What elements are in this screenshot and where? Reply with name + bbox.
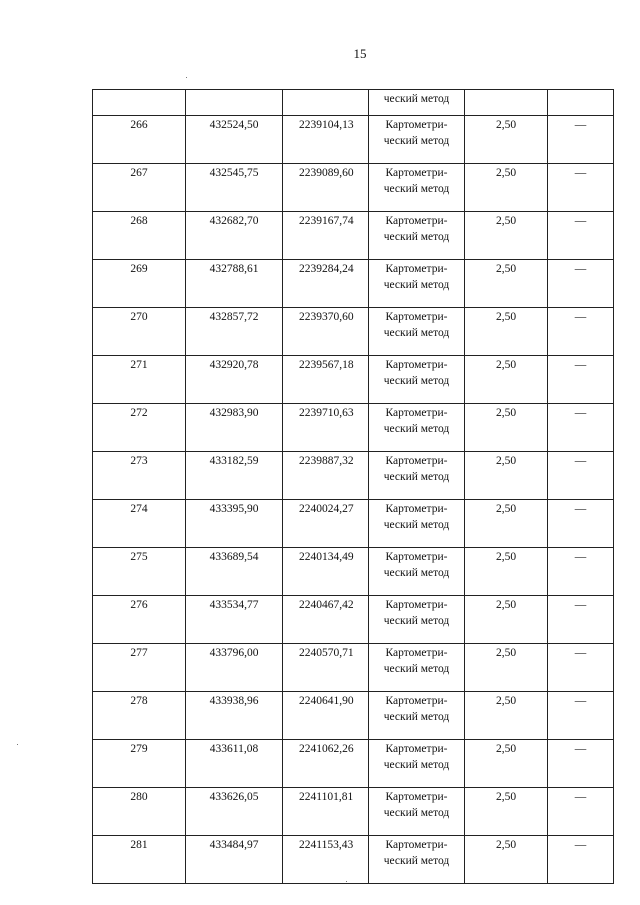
cell-dash: —	[548, 116, 614, 164]
cell-error: 2,50	[465, 500, 548, 548]
cell-dash: —	[548, 500, 614, 548]
cell-dash: —	[548, 164, 614, 212]
cell-dash: —	[548, 404, 614, 452]
method-line-1: Картометри-	[385, 743, 448, 755]
cell-method	[369, 212, 465, 260]
cell-method	[369, 308, 465, 356]
cell-method	[369, 692, 465, 740]
cell-error: 2,50	[465, 308, 548, 356]
table-row	[93, 692, 614, 740]
table-row	[93, 740, 614, 788]
scan-speck	[17, 744, 18, 745]
cell-point-number: 273	[93, 452, 186, 500]
cell-error	[465, 90, 548, 116]
cell-y-coordinate: 2241062,26	[283, 740, 369, 788]
cell-dash: —	[548, 692, 614, 740]
table-row	[93, 212, 614, 260]
table-row	[93, 356, 614, 404]
scan-speck	[346, 881, 347, 882]
method-line-1: Картометри-	[385, 791, 448, 803]
cell-dash: —	[548, 212, 614, 260]
cell-dash	[548, 90, 614, 116]
cell-method	[369, 116, 465, 164]
cell-method	[369, 836, 465, 884]
cell-error: 2,50	[465, 740, 548, 788]
cell-point-number: 266	[93, 116, 186, 164]
cell-error: 2,50	[465, 692, 548, 740]
cell-x-coordinate: 433534,77	[186, 596, 283, 644]
coordinates-table	[92, 89, 614, 884]
cell-y-coordinate: 2240024,27	[283, 500, 369, 548]
cell-point-number: 279	[93, 740, 186, 788]
cell-error: 2,50	[465, 116, 548, 164]
table-row	[93, 116, 614, 164]
method-line-1: Картометри-	[385, 647, 448, 659]
cell-x-coordinate: 432788,61	[186, 260, 283, 308]
method-line-1: Картометри-	[385, 455, 448, 467]
cell-dash: —	[548, 836, 614, 884]
cell-error: 2,50	[465, 596, 548, 644]
cell-error: 2,50	[465, 836, 548, 884]
table-row	[93, 308, 614, 356]
method-line-2: ческий метод	[383, 135, 450, 147]
cell-y-coordinate: 2240570,71	[283, 644, 369, 692]
method-line-1: Картометри-	[385, 215, 448, 227]
method-line-2: ческий метод	[383, 519, 450, 531]
table-body	[93, 90, 614, 884]
method-line-2: ческий метод	[383, 567, 450, 579]
cell-dash: —	[548, 596, 614, 644]
continuation-row	[93, 90, 614, 116]
table-row	[93, 404, 614, 452]
method-line-1: Картометри-	[385, 263, 448, 275]
cell-y-coordinate: 2239370,60	[283, 308, 369, 356]
cell-point-number: 277	[93, 644, 186, 692]
cell-x-coordinate: 433395,90	[186, 500, 283, 548]
cell-x-coordinate: 433484,97	[186, 836, 283, 884]
cell-method	[369, 404, 465, 452]
method-line-2: ческий метод	[383, 423, 450, 435]
method-line-2: ческий метод	[383, 279, 450, 291]
cell-point-number: 278	[93, 692, 186, 740]
method-line-1: Картометри-	[385, 407, 448, 419]
method-line-2: ческий метод	[383, 231, 450, 243]
cell-method	[369, 164, 465, 212]
cell-y-coordinate: 2241153,43	[283, 836, 369, 884]
cell-error: 2,50	[465, 644, 548, 692]
cell-x-coordinate: 433611,08	[186, 740, 283, 788]
cell-y-coordinate: 2241101,81	[283, 788, 369, 836]
cell-method	[369, 740, 465, 788]
cell-y-coordinate: 2240134,49	[283, 548, 369, 596]
cell-dash: —	[548, 740, 614, 788]
method-line-1: Картометри-	[385, 503, 448, 515]
cell-dash: —	[548, 356, 614, 404]
method-line-2: ческий метод	[383, 183, 450, 195]
cell-y-coordinate: 2239167,74	[283, 212, 369, 260]
cell-y-coordinate: 2239104,13	[283, 116, 369, 164]
cell-dash: —	[548, 644, 614, 692]
cell-method	[369, 788, 465, 836]
method-line-2: ческий метод	[383, 759, 450, 771]
table-row	[93, 548, 614, 596]
cell-x-coordinate: 433689,54	[186, 548, 283, 596]
table-row	[93, 260, 614, 308]
cell-num	[93, 90, 186, 116]
cell-x-coordinate: 432983,90	[186, 404, 283, 452]
cell-x-coordinate: 432545,75	[186, 164, 283, 212]
cell-error: 2,50	[465, 452, 548, 500]
page-number: 15	[353, 46, 367, 61]
method-line-1: Картометри-	[385, 167, 448, 179]
cell-dash: —	[548, 260, 614, 308]
cell-x-coordinate: 433796,00	[186, 644, 283, 692]
cell-x	[186, 90, 283, 116]
method-line-1: Картометри-	[385, 359, 448, 371]
cell-method-tail: ческий метод	[369, 90, 465, 116]
cell-dash: —	[548, 452, 614, 500]
cell-error: 2,50	[465, 548, 548, 596]
table-row	[93, 644, 614, 692]
cell-error: 2,50	[465, 404, 548, 452]
method-line-2: ческий метод	[383, 807, 450, 819]
table-row	[93, 164, 614, 212]
cell-method	[369, 596, 465, 644]
method-line-1: Картометри-	[385, 599, 448, 611]
cell-point-number: 274	[93, 500, 186, 548]
method-line-2: ческий метод	[383, 375, 450, 387]
cell-method	[369, 500, 465, 548]
table-row	[93, 452, 614, 500]
cell-x-coordinate: 432682,70	[186, 212, 283, 260]
method-line-1: Картометри-	[385, 839, 448, 851]
method-line-2: ческий метод	[383, 711, 450, 723]
cell-dash: —	[548, 548, 614, 596]
cell-y-coordinate: 2239887,32	[283, 452, 369, 500]
cell-x-coordinate: 432920,78	[186, 356, 283, 404]
cell-error: 2,50	[465, 212, 548, 260]
table-row	[93, 596, 614, 644]
cell-method	[369, 356, 465, 404]
cell-x-coordinate: 433182,59	[186, 452, 283, 500]
cell-point-number: 280	[93, 788, 186, 836]
table-row	[93, 788, 614, 836]
cell-error: 2,50	[465, 788, 548, 836]
table-row	[93, 500, 614, 548]
cell-point-number: 275	[93, 548, 186, 596]
method-line-2: ческий метод	[383, 615, 450, 627]
cell-method	[369, 452, 465, 500]
cell-point-number: 267	[93, 164, 186, 212]
method-line-1: Картометри-	[385, 119, 448, 131]
cell-x-coordinate: 432857,72	[186, 308, 283, 356]
cell-error: 2,50	[465, 164, 548, 212]
scan-speck	[186, 77, 187, 78]
cell-point-number: 270	[93, 308, 186, 356]
cell-y-coordinate: 2240467,42	[283, 596, 369, 644]
method-line-1: Картометри-	[385, 551, 448, 563]
cell-x-coordinate: 433626,05	[186, 788, 283, 836]
cell-y	[283, 90, 369, 116]
cell-point-number: 268	[93, 212, 186, 260]
cell-x-coordinate: 433938,96	[186, 692, 283, 740]
cell-y-coordinate: 2239089,60	[283, 164, 369, 212]
method-line-1: Картометри-	[385, 311, 448, 323]
cell-dash: —	[548, 788, 614, 836]
method-line-1: Картометри-	[385, 695, 448, 707]
table-row	[93, 836, 614, 884]
cell-method	[369, 548, 465, 596]
cell-point-number: 269	[93, 260, 186, 308]
cell-x-coordinate: 432524,50	[186, 116, 283, 164]
cell-method	[369, 644, 465, 692]
method-line-2: ческий метод	[383, 663, 450, 675]
cell-y-coordinate: 2239567,18	[283, 356, 369, 404]
cell-point-number: 272	[93, 404, 186, 452]
method-line-2: ческий метод	[383, 855, 450, 867]
cell-error: 2,50	[465, 260, 548, 308]
cell-y-coordinate: 2239710,63	[283, 404, 369, 452]
cell-point-number: 281	[93, 836, 186, 884]
cell-y-coordinate: 2240641,90	[283, 692, 369, 740]
method-line-2: ческий метод	[383, 471, 450, 483]
cell-y-coordinate: 2239284,24	[283, 260, 369, 308]
cell-point-number: 276	[93, 596, 186, 644]
method-line-2: ческий метод	[383, 327, 450, 339]
cell-method	[369, 260, 465, 308]
cell-error: 2,50	[465, 356, 548, 404]
cell-point-number: 271	[93, 356, 186, 404]
cell-dash: —	[548, 308, 614, 356]
